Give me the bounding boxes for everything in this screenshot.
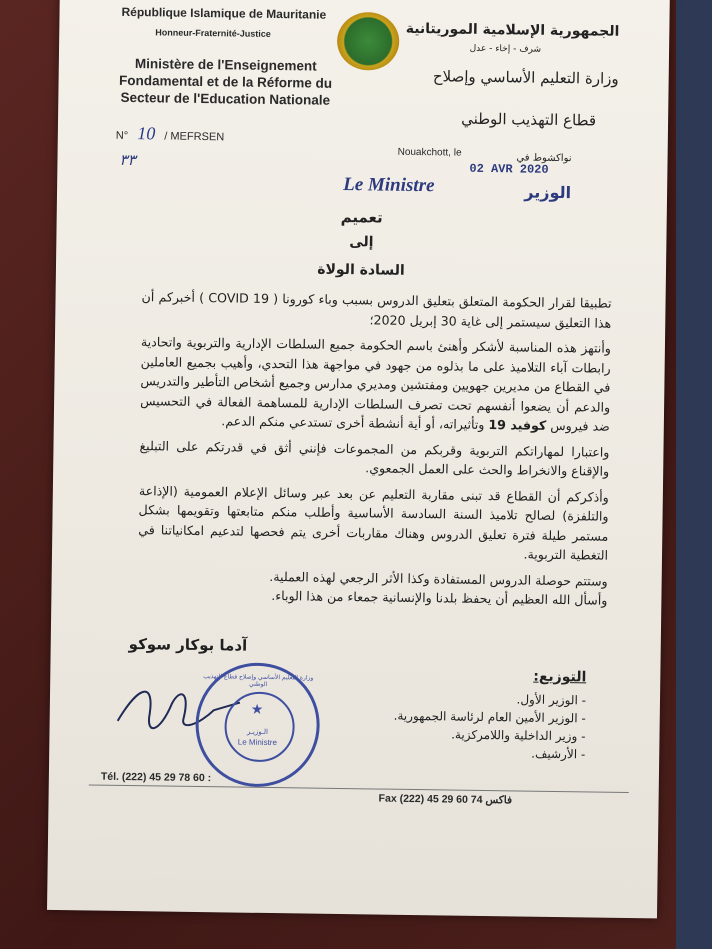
reference-number: 10 [137,123,156,144]
national-emblem-icon [337,12,400,71]
reference-prefix: N° [115,129,129,142]
header-ar-country: الجمهورية الإسلامية الموريتانية [405,20,620,40]
footer-telephone: Tél. (222) 45 29 78 60 : [100,770,212,785]
date-stamp: 02 AVR 2020 [469,161,549,177]
distribution-item: - الأرشيف. [393,743,585,764]
header-fr-ministry: Ministère de l'Enseignement Fondamental et de la Réforme du Secteur de l'Education Nationale [118,56,333,108]
distribution-item: - الوزير الأول. [394,689,586,710]
signer-name: آدما بوكار سوكو [128,635,248,655]
seal-center-ar: الـوزيـر [246,727,269,736]
paragraph-1: تطبيقا لقرار الحكومة المتعلق بتعليق الدروس بسبب وباء كورونا ( COVID 19 ) أخبركم أن هذا التعليق سيستمر إلى غاية 30 إبريل 2020؛ [141,289,612,331]
paragraph-3: واعتبارا لمهاراتكم التربوية وقربكم من المجموعات فإنني أثق في قدرتكم على التبليغ والإقناع والانخراط والحث على العمل الجمعوي. [139,437,610,479]
letter-page [47,0,670,918]
minister-title-fr: Le Ministre [343,173,435,197]
header-ar-ministry: وزارة التعليم الأساسي وإصلاح [432,67,619,88]
seal-ring-text: وزارة التعليم الأساسي وإصلاح قطاع التهذيب الوطني [203,673,314,688]
minister-seal-icon [195,662,321,788]
circular-title: تعميم [340,207,383,227]
reference-suffix: / MEFRSEN [164,130,225,144]
handwritten-number: ٣٣ [119,151,136,170]
letter-body [137,287,611,616]
addressee: السادة الولاة [317,261,405,279]
paragraph-2 [140,332,611,436]
footer-fax: Fax (222) 45 29 60 74 فاكس [378,792,513,807]
seal-star-icon: ★ [250,701,264,718]
folder-edge [676,0,712,949]
paragraph-2-part-a: وأنتهز هذه المناسبة لأشكر وأهنئ باسم الحكومة جميع السلطات الإدارية والتربوية واتحادية رابطات آباء التلاميذ على ما بذلوه من جهود في مواجهة هذا التحدي، وأهيب بجميع العاملين في القطاع من مديرين جهويين ومفتشين ومديري مدارس وجميع أشخاص التأطير والتدريس والدعم أن يضعوا أنفسهم تحت تصرف السلطات الإدارية للمساهمة الفعالة في التحسيس ضد فيروس [140,334,612,434]
header-fr-country: République Islamique de Mauritanie [121,4,327,22]
distribution-item: - الوزير الأمين العام لرئاسة الجمهورية. [393,707,585,728]
header-ar-motto: شرف - إخاء - عدل [469,43,542,55]
header-fr-motto: Honneur-Fraternité-Justice [155,27,271,39]
place-ar: نواكشوط في [516,152,572,165]
reference-line [116,123,225,146]
minister-title-ar: الوزير [524,182,572,203]
distribution-item: - وزير الداخلية واللامركزية. [393,725,585,746]
distribution-heading: التوزيع: [533,668,587,686]
footer-divider [89,784,629,793]
paragraph-2-covid: كوفيد 19 [488,417,547,433]
header-ar-sector: قطاع التهذيب الوطني [461,109,597,130]
addressee-prefix: إلى [349,234,374,251]
seal-center-fr: Le Ministre [237,737,277,748]
paragraph-6: وأسأل الله العظيم أن يحفظ بلدنا والإنسانية جمعاء من هذا الوباء. [271,588,608,608]
paragraph-5: وستتم حوصلة الدروس المستفادة وكذا الأثر الرجعي لهذه العملية. [269,568,608,589]
paragraph-2-part-c: وتأثيراته، أو أية أنشطة أخرى تستدعي منكم الدعم. [221,413,485,432]
place-fr: Nouakchott, le [397,146,462,159]
paragraph-4: وأذكركم أن القطاع قد تبنى مقاربة التعليم عن بعد عبر وسائل الإعلام العمومية (الإذاعة والتلفزة) لصالح تلاميذ السنة السادسة الأساسية وأطلب منكم متابعتها وتقويمها بشكل مستمر طيلة فترة تعليق الدروس وهناك مقاربات أخرى يتم فحصها لتدعيم امكانياتنا في التغطية التربوية. [138,482,609,563]
distribution-list [393,689,586,764]
